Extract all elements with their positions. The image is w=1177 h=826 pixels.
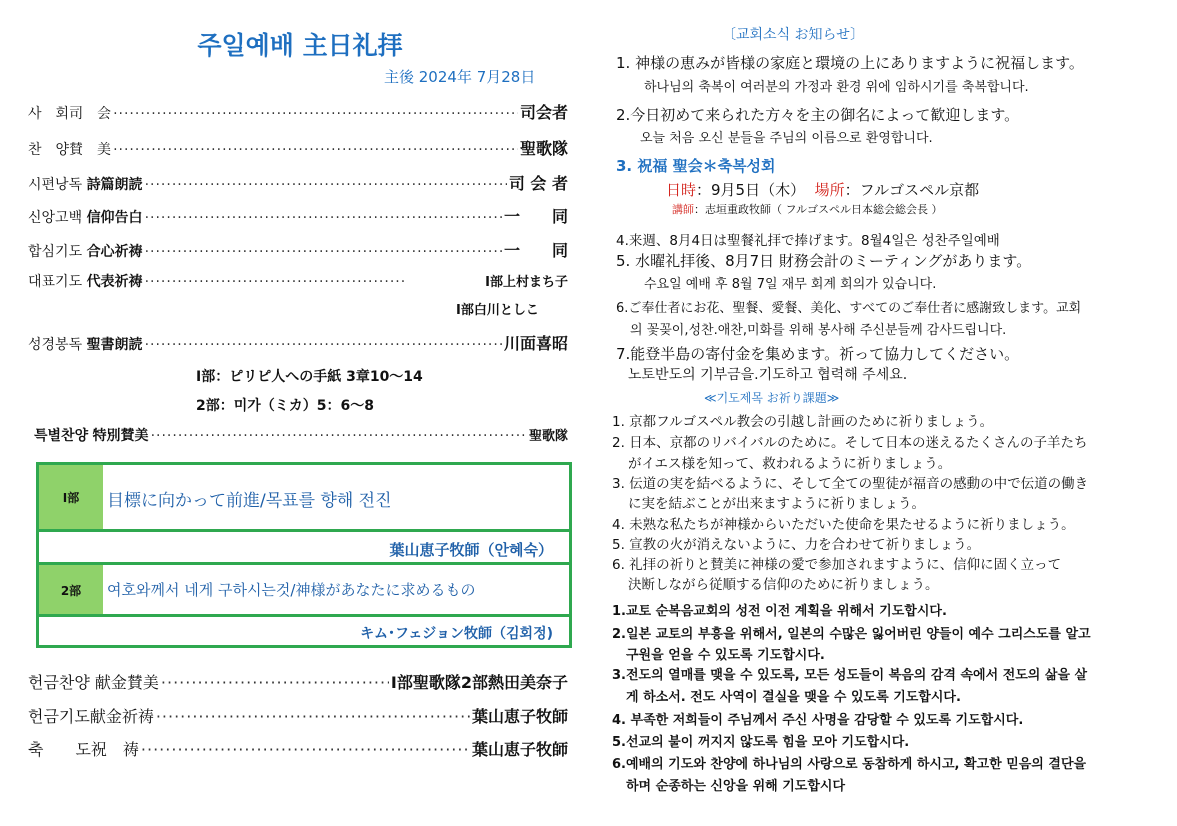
order-label: 찬 양賛 美 — [28, 142, 112, 158]
closing-value: 葉山恵子牧師 — [471, 707, 568, 726]
order-row-praise — [28, 136, 568, 159]
prayer-jp-line: がイエス様を知って、救われるように祈りましょう。 — [628, 456, 952, 472]
sermon-title: 여호와께서 네게 구하시는것/神様があなたに求めるもの — [107, 581, 476, 599]
label-ko: 성경봉독 — [28, 337, 83, 353]
speaker-label: 講師 — [672, 203, 694, 216]
leader-dots — [145, 177, 507, 193]
order-value: Ⅰ部上村まち子 — [485, 275, 568, 290]
prayer-ko-line: 4. 부족한 저희들이 주님께서 주신 사명을 감당할 수 있도록 기도합시다. — [612, 713, 1024, 728]
order-value: 聖歌隊 — [528, 429, 568, 444]
prayer-ko-line: 3.전도의 열매를 맺을 수 있도록, 모든 성도들이 복음의 감격 속에서 전도의 삶을 살 — [612, 668, 1088, 683]
label-ko: 대표기도 — [28, 274, 83, 290]
order-value-second: Ⅰ部白川としこ — [456, 303, 539, 318]
label-jp: 代表祈祷 — [86, 274, 143, 290]
scripture-line-2: 2部：미가（ミカ）5：6～8 — [196, 398, 375, 414]
order-label: 사 회司 会 — [28, 106, 112, 122]
sermon-preacher: 葉山恵子牧師（안혜숙） — [389, 541, 553, 559]
order-value: 一 同 — [503, 241, 568, 260]
notice-1: 1. 神様の恵みが皆様の家庭と環境の上にありますように祝福します。 — [616, 54, 1084, 72]
time-value: ：9月5日（木） — [696, 181, 806, 199]
leader-dots — [113, 142, 518, 158]
page-title: 주일예배 主日礼拝 — [197, 31, 403, 60]
prayer-jp-line: 3. 伝道の実を結べるように、そして全ての聖徒が福音の感動の中で伝道の働き — [612, 476, 1089, 492]
leader-dots — [141, 740, 470, 759]
leader-dots — [151, 428, 527, 444]
prayer-ko-line: 게 하소서. 전도 사역이 결실을 맺을 수 있도록 기도합시다. — [626, 690, 961, 705]
notice-7: 7.能登半島の寄付金を集めます。祈って協力してください。 — [616, 345, 1020, 363]
notice-5-ko: 수요일 예배 후 8월 7일 재무 회계 회의가 있습니다. — [644, 277, 937, 292]
closing-label: 헌금찬양 献金賛美 — [28, 673, 159, 692]
prayer-jp-line: 5. 宣教の火が消えないように、力を合わせて祈りましょう。 — [612, 537, 981, 553]
label-ko: 신앙고백 — [28, 210, 83, 226]
notice-6-ko: 의 꽃꽂이,성찬.애찬,미화를 위해 봉사해 주신분들께 감사드립니다. — [630, 323, 1007, 338]
notice-1-ko: 하나님의 축복이 여러분의 가정과 환경 위에 임하시기를 축복합니다. — [644, 80, 1029, 95]
sermon-row-2 — [39, 565, 569, 615]
leader-dots — [156, 707, 470, 726]
prayer-jp-line: 1. 京都フルゴスペル教会の引越し計画のために祈りましょう。 — [612, 414, 994, 430]
notice-2: 2.今日初めて来られた方々を主の御名によって歓迎します。 — [616, 106, 1020, 124]
prayer-ko-line: 6.예배의 기도와 찬양에 하나님의 사랑으로 동참하게 하시고, 확고한 믿음의 결단을 — [612, 757, 1087, 772]
order-value: 川面喜昭 — [503, 334, 568, 353]
leader-dots — [145, 244, 502, 260]
closing-row-benediction — [28, 737, 568, 760]
prayer-heading: ≪기도제목 お祈り課題≫ — [704, 391, 840, 405]
notice-7-ko: 노토반도의 기부금을.기도하고 협력해 주세요. — [628, 367, 908, 383]
order-label — [28, 241, 143, 261]
prayer-ko-line: 5.선교의 불이 꺼지지 않도록 힘을 모아 기도합시다. — [612, 735, 910, 750]
prayer-ko-line: 구원을 얻을 수 있도록 기도합시다. — [626, 648, 825, 663]
order-row-presider — [28, 100, 568, 123]
divider — [39, 529, 569, 532]
notice-4: 4.来週、8月4日は聖餐礼拝で捧げます。8월4일은 성찬주일예배 — [616, 233, 1000, 249]
sermon-box — [36, 462, 572, 648]
sermon-number: 2部 — [39, 565, 103, 615]
order-row-special — [34, 425, 568, 445]
leader-dots — [145, 210, 502, 226]
closing-value: 葉山恵子牧師 — [471, 740, 568, 759]
divider — [39, 614, 569, 617]
order-row-reading — [28, 331, 568, 354]
label-ko: 합심기도 — [28, 244, 83, 260]
label-jp: 特別賛美 — [92, 428, 149, 444]
label-ko: 특별찬양 — [34, 428, 89, 444]
sermon-number: Ⅰ部 — [39, 465, 103, 529]
label-jp: 聖書朗読 — [86, 337, 143, 353]
notices-heading: 〔교회소식 お知らせ〕 — [722, 27, 865, 43]
place-value: ：フルゴスペル京都 — [844, 181, 980, 199]
order-label — [28, 174, 143, 194]
order-label — [28, 271, 143, 291]
speaker-value: ：志垣重政牧師（ フルゴスペル日本総会総会長 ） — [694, 203, 943, 216]
order-value: 一 同 — [503, 207, 568, 226]
notice-3-time — [666, 179, 979, 200]
label-jp: 信仰告白 — [86, 210, 143, 226]
sermon-preacher: キム･フェジョン牧師（김회정) — [360, 626, 553, 642]
order-label — [34, 425, 149, 445]
service-date: 主後 2024年 7月28日 — [384, 68, 536, 86]
order-row-psalm — [28, 171, 568, 194]
leader-dots — [145, 274, 405, 290]
prayer-jp-line: 4. 未熟な私たちが神様からいただいた使命を果たせるように祈りましょう。 — [612, 517, 1075, 533]
sermon-title: 目標に向かって前進/목표를 향해 전진 — [107, 491, 392, 511]
order-value: 司 会 者 — [508, 174, 568, 193]
time-label: 日時 — [666, 181, 697, 199]
order-label — [28, 334, 143, 354]
notice-2-ko: 오늘 처음 오신 분들을 주님의 이름으로 환영합니다. — [640, 131, 933, 146]
sermon-row-1 — [39, 465, 569, 529]
leader-dots — [145, 337, 502, 353]
prayer-jp-line: 2. 日本、京都のリバイバルのために。そして日本の迷えるたくさんの子羊たち — [612, 435, 1088, 451]
scripture-line-1: Ⅰ部：ピリピ人への手紙 3章10～14 — [196, 369, 423, 385]
notice-6: 6.ご奉仕者にお花、聖餐、愛餐、美化、すべてのご奉仕者に感謝致します。교회 — [616, 301, 1082, 316]
closing-label: 헌금기도献金祈祷 — [28, 707, 154, 726]
prayer-ko-line: 2.일본 교토의 부흥을 위해서, 일본의 수많은 잃어버린 양들이 예수 그리스도를 알고 — [612, 627, 1091, 642]
prayer-jp-line: 6. 礼拝の祈りと賛美に神様の愛で参加されますように、信仰に固く立って — [612, 557, 1062, 573]
prayer-ko-line: 하며 순종하는 신앙을 위해 기도합시다 — [626, 779, 846, 794]
notice-3: 3. 祝福 聖会＊축복성회 — [616, 157, 776, 175]
closing-value: Ⅰ部聖歌隊2部熱田美奈子 — [390, 673, 568, 692]
label-jp: 詩篇朗読 — [86, 177, 143, 193]
place-label: 場所 — [814, 181, 845, 199]
order-row-creed — [28, 204, 568, 227]
notice-3-speaker — [672, 201, 943, 217]
order-value: 司会者 — [519, 103, 568, 122]
leader-dots — [113, 106, 518, 122]
prayer-jp-line: に実を結ぶことが出来ますように祈りましょう。 — [628, 496, 925, 512]
order-row-rep-prayer — [28, 271, 568, 291]
label-jp: 合心祈祷 — [86, 244, 143, 260]
prayer-jp-line: 決断しながら従順する信仰のために祈りましょう。 — [628, 577, 939, 593]
notice-5: 5. 水曜礼拝後、8月7日 財務会計のミーティングがあります。 — [616, 252, 1032, 270]
closing-label: 축 도祝 祷 — [28, 740, 139, 759]
closing-row-offering-song — [28, 670, 568, 693]
order-label — [28, 207, 143, 227]
order-row-prayer — [28, 238, 568, 261]
label-ko: 시편낭독 — [28, 177, 83, 193]
order-value: 聖歌隊 — [519, 139, 568, 158]
leader-dots — [161, 673, 389, 692]
prayer-ko-line: 1.교토 순복음교회의 성전 이전 계획을 위해서 기도합시다. — [612, 604, 947, 619]
closing-row-offering-prayer — [28, 704, 568, 727]
